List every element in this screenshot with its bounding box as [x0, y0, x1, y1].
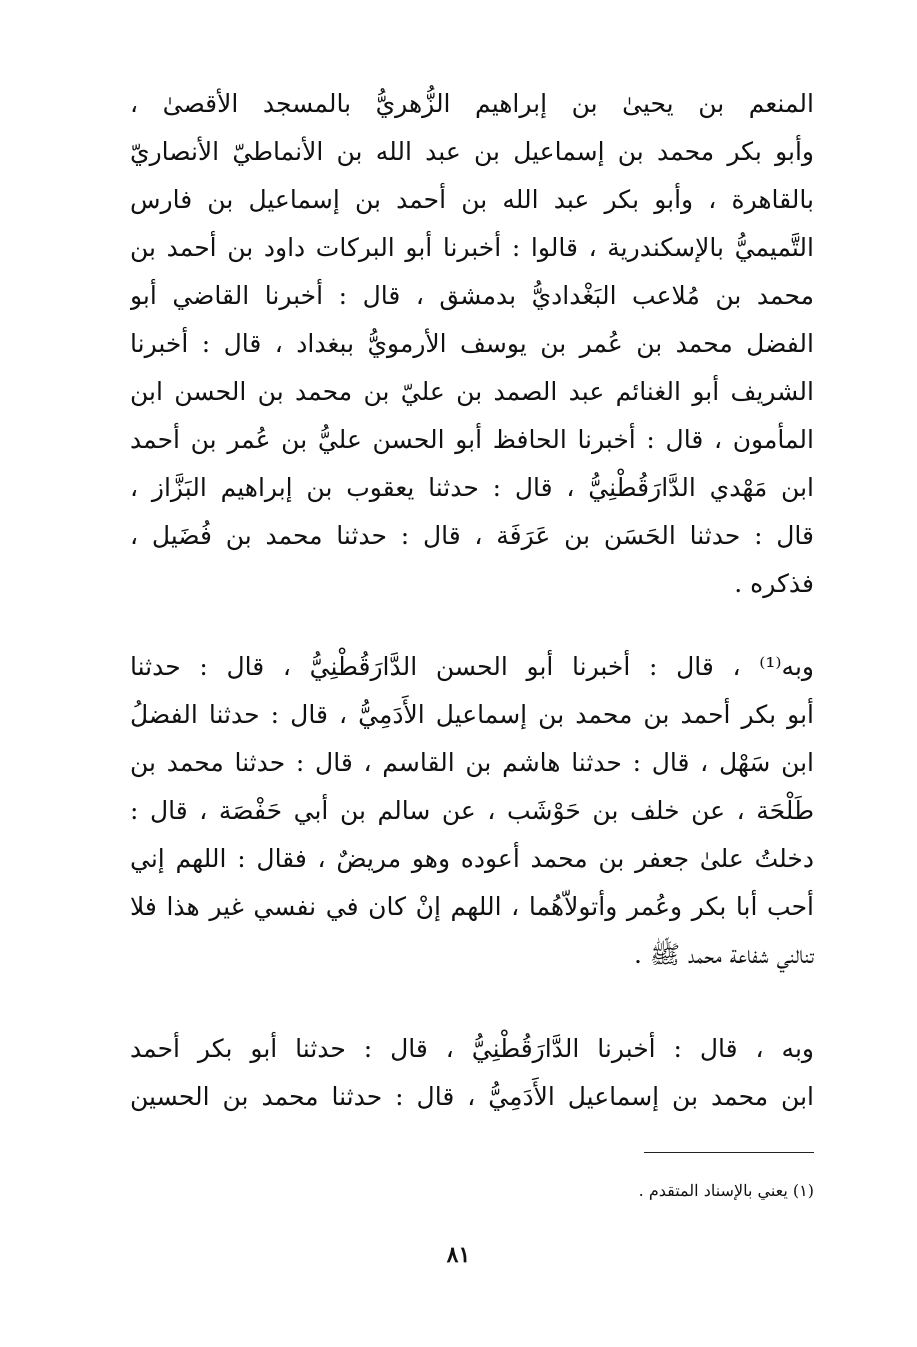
text-line: المنعم بن يحيىٰ بن إبراهيم الزُّهريُّ بالمسجد الأقصىٰ ، — [130, 89, 814, 118]
paragraph-2 — [130, 643, 814, 979]
text-line: وبه⁽¹⁾ ، قال : أخبرنا أبو الحسن الدَّارَقُطْنِيُّ ، قال : حدثنا — [130, 652, 814, 681]
text-line: الفضل محمد بن عُمر بن يوسف الأرمويُّ ببغداد ، قال : أخبرنا — [130, 329, 814, 358]
footnote: (١) يعني بالإسناد المتقدم . — [638, 1181, 814, 1200]
text-line: أحب أبا بكر وعُمر وأتولاّهُما ، اللهم إنْ كان في نفسي غير هذا فلا — [130, 892, 814, 921]
text-line: أبو بكر أحمد بن محمد بن إسماعيل الأَدَمِيُّ ، قال : حدثنا الفضلُ — [130, 700, 814, 729]
text-line: ابن محمد بن إسماعيل الأَدَمِيُّ ، قال : حدثنا محمد بن الحسين — [130, 1082, 814, 1111]
text-line: محمد بن مُلاعب البَغْداديُّ بدمشق ، قال : أخبرنا القاضي أبو — [130, 281, 814, 310]
text-line: قال : حدثنا الحَسَن بن عَرَفَة ، قال : حدثنا محمد بن فُضَيل ، — [130, 521, 814, 550]
page-number: ٨١ — [446, 1242, 471, 1268]
text-line: فذكره . — [734, 569, 814, 598]
footnote-divider — [644, 1152, 814, 1153]
paragraph-3 — [130, 1025, 814, 1121]
text-line: ابن سَهْل ، قال : حدثنا هاشم بن القاسم ، قال : حدثنا محمد بن — [130, 748, 814, 777]
text-line: وأبو بكر محمد بن إسماعيل بن عبد الله بن الأنماطيّ الأنصاريّ — [130, 137, 814, 166]
text-line: التَّميميُّ بالإسكندرية ، قالوا : أخبرنا أبو البركات داود بن أحمد بن — [130, 233, 814, 262]
text-line: ابن مَهْدي الدَّارَقُطْنِيُّ ، قال : حدثنا يعقوب بن إبراهيم البَزَّاز ، — [130, 473, 814, 502]
text-line: المأمون ، قال : أخبرنا الحافظ أبو الحسن عليُّ بن عُمر بن أحمد — [130, 425, 814, 454]
text-line: دخلتُ علىٰ جعفر بن محمد أعوده وهو مريضٌ ، فقال : اللهم إني — [130, 844, 814, 873]
text-line: وبه ، قال : أخبرنا الدَّارَقُطْنِيُّ ، قال : حدثنا أبو بكر أحمد — [130, 1034, 814, 1063]
text-line: طَلْحَة ، عن خلف بن حَوْشَب ، عن سالم بن أبي حَفْصَة ، قال : — [130, 796, 814, 825]
text-line: تنالني شفاعة محمد ﷺ . — [633, 940, 814, 969]
text-line: الشريف أبو الغنائم عبد الصمد بن عليّ بن محمد بن الحسن ابن — [130, 377, 814, 406]
paragraph-1 — [130, 80, 814, 608]
text-line: بالقاهرة ، وأبو بكر عبد الله بن أحمد بن إسماعيل بن فارس — [130, 185, 814, 214]
